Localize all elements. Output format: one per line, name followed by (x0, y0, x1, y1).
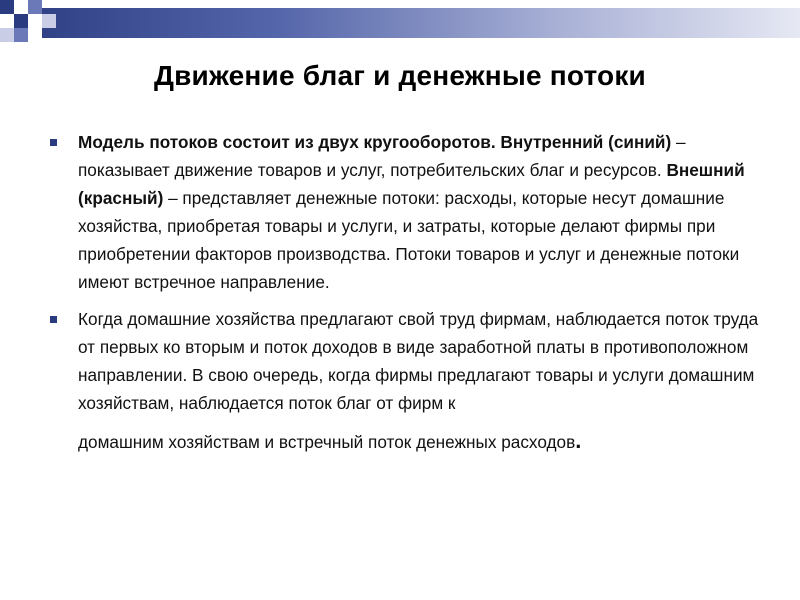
bullet-list (48, 128, 768, 456)
header-decoration-bar (0, 8, 800, 38)
bullet-1-text-b: – представляет денежные потоки: расходы, которые несут домашние хозяйства, приобретая товары и услуги, и затраты, которые делают фирмы при приобретении факторов производства. Потоки товаров и услуг и денежные потоки имеют встречное направление. (78, 188, 740, 292)
square-bullet-icon (50, 316, 57, 323)
slide-title: Движение благ и денежные потоки (154, 60, 646, 91)
bullet-1-text-a: – показывает движение товаров и услуг, потребительских благ и ресурсов. (78, 132, 686, 180)
header-decoration-squares (0, 0, 80, 52)
bullet-2-last-line (78, 427, 768, 456)
bullet-2-text-a: Когда домашние хозяйства предлагают свой труд фирмам, наблюдается поток труда от первых ко вторым и поток доходов в виде заработной платы в противоположном направлении. В свою очередь, когда фирмы предлагают товары и услуги домашним хозяйствам, наблюдается поток благ от фирм к (78, 309, 759, 413)
bullet-2-text-b: домашним хозяйствам и встречный поток денежных расходов (78, 432, 576, 452)
square-bullet-icon (50, 139, 57, 146)
bullet-1-bold-intro: Модель потоков состоит из двух кругооборотов. Внутренний (синий) (78, 132, 672, 152)
bullet-2-period: . (575, 428, 582, 453)
bullet-item-2 (48, 305, 768, 456)
bullet-1-bold-external: Внешний (красный) (78, 160, 745, 208)
bullet-item-1 (48, 128, 768, 296)
